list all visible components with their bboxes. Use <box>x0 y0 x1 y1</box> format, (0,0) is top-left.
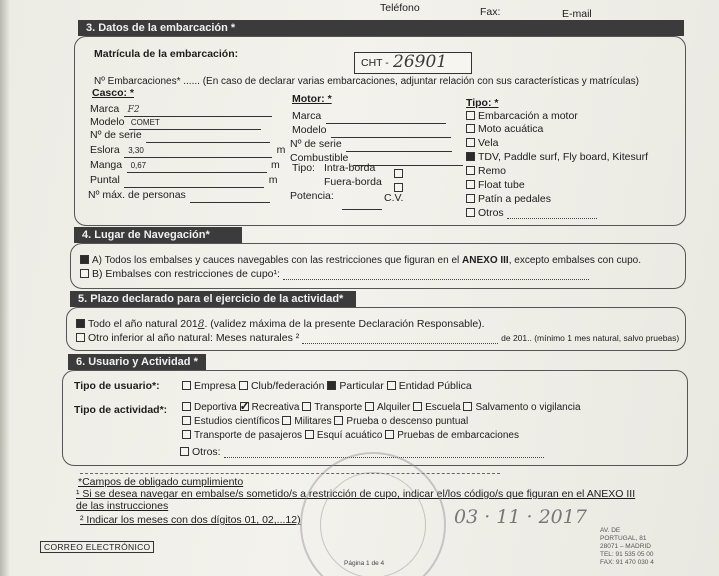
tipo-option-vela[interactable]: Vela <box>466 137 498 149</box>
tipo-option-moto[interactable]: Moto acuática <box>466 123 543 135</box>
casco-row-eslora[interactable]: Eslora 3,30 m <box>90 144 286 156</box>
correo-electronico-box: CORREO ELECTRÓNICO <box>40 541 154 553</box>
tipo-option-otros[interactable]: Otros <box>466 207 597 219</box>
motor-row-combustible[interactable]: Combustible <box>290 148 463 166</box>
lugar-option-b[interactable]: B) Embalses con restricciones de cupo¹: <box>80 268 589 280</box>
casco-row-manga[interactable]: Manga 0,67 m <box>90 159 280 171</box>
motor-row-marca[interactable]: Marca <box>292 106 446 124</box>
usuario-empresa[interactable]: Empresa <box>182 380 236 392</box>
tipo-patin-checkbox[interactable] <box>466 194 475 203</box>
casco-marca-value: F2 <box>127 105 140 115</box>
actividad-deportiva[interactable]: Deportiva <box>182 402 237 413</box>
cv-label: C.V. <box>384 192 404 204</box>
tipo-option-patin[interactable]: Patín a pedales <box>466 193 551 205</box>
actividad-alquiler[interactable]: Alquiler <box>365 402 410 413</box>
actividad-salvamento[interactable]: Salvamento o vigilancia <box>463 402 580 413</box>
tipo-option-float[interactable]: Float tube <box>466 179 525 191</box>
tipo-motor-checkbox[interactable] <box>466 111 475 120</box>
num-embarcaciones: Nº Embarcaciones* ...... (En caso de declarar varias embarcaciones, adjuntar relación con sus características y matrículas) <box>94 76 639 87</box>
matricula-prefix: CHT - <box>361 57 389 69</box>
actividad-row-3 <box>182 430 519 441</box>
casco-modelo-value: COMET <box>130 118 160 127</box>
plazo-todo-checkbox[interactable] <box>76 319 85 328</box>
fueraborda-label: Fuera-borda <box>324 176 382 188</box>
tipo-tdv-checkbox[interactable] <box>466 152 475 161</box>
casco-manga-value: 0,67 <box>130 161 147 170</box>
potencia-label: Potencia: <box>290 190 334 202</box>
plazo-todo-option[interactable]: Todo el año natural 2018. (validez máxima de la presente Declaración Responsable). <box>76 318 485 330</box>
footnote-1: ¹ Si se desea navegar en embalse/s sometido/s a restricción de cupo, indicar el/los código/s que figuran en el ANEXO III de las instrucciones <box>76 488 636 512</box>
fueraborda-checkbox[interactable] <box>394 183 403 192</box>
tipo-moto-checkbox[interactable] <box>466 124 475 133</box>
usuario-options <box>182 380 472 392</box>
lugar-option-a[interactable]: A) Todos los embalses y cauces navegables con las restricciones que figuran en el ANEXO III, excepto embalses con cupo. <box>80 255 641 266</box>
motor-row-modelo[interactable]: Modelo <box>292 120 451 138</box>
matricula-value: 26901 <box>393 52 448 72</box>
tipo-otros-checkbox[interactable] <box>466 208 475 217</box>
section-4-box <box>70 243 686 289</box>
section-3-header: 3. Datos de la embarcación * <box>78 20 684 36</box>
matricula-field[interactable] <box>354 52 472 74</box>
tipo-remo-checkbox[interactable] <box>466 166 475 175</box>
section-4-header: 4. Lugar de Navegación* <box>74 227 242 243</box>
plazo-year-value: 8 <box>197 318 205 330</box>
actividad-estudios[interactable]: Estudios científicos <box>182 416 280 427</box>
casco-title: Casco: * <box>92 87 135 99</box>
plazo-otro-checkbox[interactable] <box>76 333 85 342</box>
telefono-label: Teléfono <box>380 2 420 14</box>
actividad-pruebas-emb[interactable]: Pruebas de embarcaciones <box>385 430 519 441</box>
address-block: AV. DE PORTUGAL, 81 28071 – MADRID TEL: 91 535 05 00 FAX: 91 470 030 4 <box>600 527 654 566</box>
actividad-recreativa[interactable]: ✓ Recreativa <box>240 402 300 413</box>
lugar-a-checkbox[interactable] <box>80 255 89 264</box>
tipo-option-tdv[interactable]: TDV, Paddle surf, Fly board, Kitesurf <box>466 151 648 163</box>
motor-title: Motor: * <box>292 93 332 105</box>
tipo-option-motor[interactable]: Embarcación a motor <box>466 110 578 122</box>
casco-row-modelo[interactable]: Modelo COMET <box>90 112 261 130</box>
section-6-header: 6. Usuario y Actividad * <box>68 354 206 370</box>
matricula-label: Matrícula de la embarcación: <box>94 48 239 60</box>
intraborda-checkbox[interactable] <box>394 169 403 178</box>
tipo-actividad-label: Tipo de actividad*: <box>74 404 168 416</box>
footnote-2: ² Indicar los meses con dos dígitos 01, 02,...12) <box>80 514 301 526</box>
max-personas-row[interactable]: Nº máx. de personas <box>88 185 270 203</box>
actividad-otros[interactable]: Otros: <box>180 446 544 458</box>
actividad-esqui[interactable]: Esquí acuático <box>305 430 383 441</box>
usuario-particular[interactable]: Particular <box>327 380 383 392</box>
casco-eslora-value: 3,30 <box>128 146 144 155</box>
actividad-row-2 <box>182 416 468 427</box>
actividad-militares[interactable]: Militares <box>282 416 331 427</box>
tipo-option-remo[interactable]: Remo <box>466 165 506 177</box>
email-label: E-mail <box>562 8 592 20</box>
tipo-float-checkbox[interactable] <box>466 180 475 189</box>
casco-row-puntal[interactable]: Puntal m <box>90 174 278 186</box>
tipo-vela-checkbox[interactable] <box>466 138 475 147</box>
casco-row-marca[interactable]: Marca F2 <box>90 99 272 117</box>
campos-obligatorios: *Campos de obligado cumplimiento <box>78 476 244 488</box>
actividad-row-1 <box>182 402 581 413</box>
intraborda-label: Intra-borda <box>324 162 376 174</box>
usuario-entidad[interactable]: Entidad Pública <box>387 380 472 392</box>
casco-row-serie[interactable]: Nº de serie <box>90 125 270 143</box>
lugar-b-checkbox[interactable] <box>80 269 89 278</box>
fax-label: Fax: <box>480 6 501 18</box>
page-number: Página 1 de 4 <box>344 560 385 567</box>
actividad-transporte[interactable]: Transporte <box>302 402 362 413</box>
actividad-pasajeros[interactable]: Transporte de pasajeros <box>182 430 302 441</box>
section-5-header: 5. Plazo declarado para el ejercicio de la actividad* <box>70 291 356 307</box>
motor-tipo-label: Tipo: <box>292 162 315 174</box>
motor-row-serie[interactable]: Nº de serie <box>290 134 452 152</box>
actividad-escuela[interactable]: Escuela <box>413 402 461 413</box>
tipo-title: Tipo: * <box>466 97 499 109</box>
usuario-club[interactable]: Club/federación <box>239 380 325 392</box>
tipo-usuario-label: Tipo de usuario*: <box>74 380 160 392</box>
plazo-otro-option[interactable]: Otro inferior al año natural: Meses naturales ² de 201.. (mínimo 1 mes natural, salvo pruebas) <box>76 332 679 344</box>
actividad-prueba[interactable]: Prueba o descenso puntual <box>334 416 468 427</box>
signature-date: 03 · 11 · 2017 <box>454 506 587 528</box>
